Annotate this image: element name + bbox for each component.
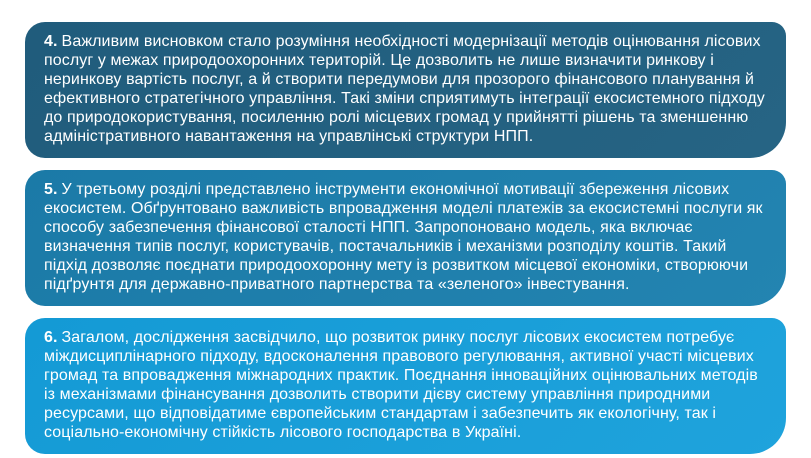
conclusion-card-4 <box>25 22 786 158</box>
conclusion-card-5 <box>25 170 786 306</box>
conclusion-text: Важливим висновком стало розуміння необхідності модернізації методів оцінювання лісових послуг у межах природоохоронних територій. Це дозволить не лише визначити ринкову і неринкову вартість послуг, а й створити передумови для прозорого фінансового планування й ефективного стратегічного управління. Такі зміни сприятимуть інтеграції екосистемного підходу до природокористування, посиленню ролі місцевих громад у прийнятті рішень та зменшенню адміністративного навантаження на управлінські структури НПП. <box>44 33 765 145</box>
conclusion-paragraph <box>44 180 766 294</box>
conclusion-text: Загалом, дослідження засвідчило, що розвиток ринку послуг лісових екосистем потребує міждисциплінарного підходу, вдосконалення правового регулювання, активної участі місцевих громад та впровадження міжнародних практик. Поєднання інноваційних оцінювальних методів із механізмами фінансування дозволить створити дієву систему управління природними ресурсами, що відповідатиме європейським стандартам і забезпечить як екологічну, так і соціально-економічну стійкість лісового господарства в Україні. <box>44 329 758 441</box>
conclusion-paragraph <box>44 328 766 442</box>
conclusion-number: 6. <box>44 329 58 346</box>
conclusion-text: У третьому розділі представлено інструменти економічної мотивації збереження лісових екосистем. Обґрунтовано важливість впровадження моделі платежів за екосистемні послуги як способу забезпечення фінансової сталості НПП. Запропоновано модель, яка включає визначення типів послуг, користувачів, постачальників і механізми розподілу коштів. Такий підхід дозволяє поєднати природоохоронну мету із розвитком місцевої економіки, створюючи підґрунтя для державно-приватного партнерства та «зеленого» інвестування. <box>44 181 763 293</box>
conclusion-card-6 <box>25 318 786 454</box>
conclusion-number: 5. <box>44 181 58 198</box>
conclusion-number: 4. <box>44 33 58 50</box>
conclusion-paragraph <box>44 32 766 146</box>
